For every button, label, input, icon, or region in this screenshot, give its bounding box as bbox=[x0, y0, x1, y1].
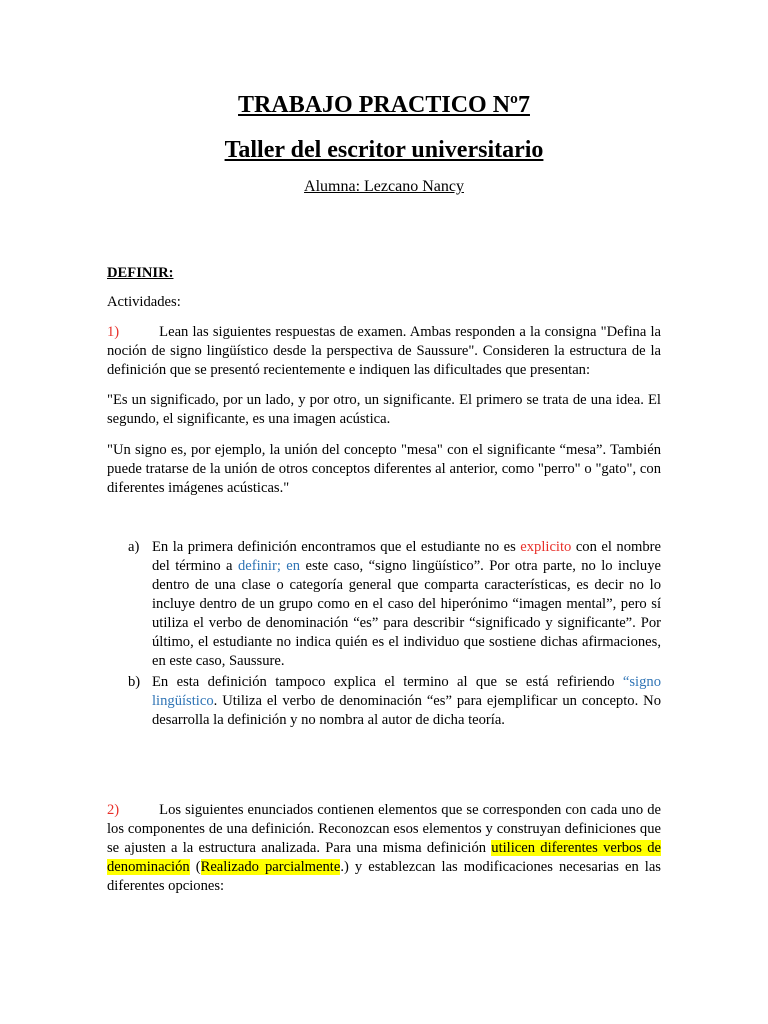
highlight-verbs: utilicen diferentes verbos de denominación bbox=[107, 840, 661, 875]
question-2-number: 2) bbox=[107, 802, 120, 818]
document-subtitle: Taller del escritor universitario bbox=[224, 137, 544, 163]
answer-a: En la primera definición encontramos que el estudiante no es explicito con el nombre del término a definir; en este caso, “signo lingüístico”. Por otra parte, no lo incluye dentro de una clase o categoría general que comparta características, es decir no lo incluye dentro de un grupo como en el caso del hiperónimo “imagen mental”, pero sí utiliza el verbo de denominación “es” para describir “significado y significante”. Por último, el estudiante no indica quién es el individuo que sostiene dichas afirmaciones, en este caso, Saussure. bbox=[152, 539, 661, 669]
exam-quote-1: "Es un significado, por un lado, y por otro, un significante. El primero se trata de una idea. El segundo, el significante, es una imagen acústica. bbox=[107, 392, 661, 427]
highlight-partial: Realizado parcialmente bbox=[200, 859, 341, 875]
section-heading: DEFINIR: bbox=[107, 265, 174, 281]
author-line: Alumna: Lezcano Nancy bbox=[304, 178, 464, 195]
question-2: 2) Los siguientes enunciados contienen elementos que se corresponden con cada uno de los componentes de una definición. Reconozcan esos elementos y construyan definiciones que se ajusten a la estructura analizada. Para una misma definición utilicen diferentes verbos de denominación (Realizado parcialmente.) y establezcan las modificaciones necesarias en las diferentes opciones: bbox=[107, 802, 661, 894]
question-1-number: 1) bbox=[107, 324, 120, 340]
question-1-text: Lean las siguientes respuestas de examen. Ambas responden a la consigna "Defina la noción de signo lingüístico desde la perspectiva de Saussure". Consideren la estructura de la definición que se presentó recientemente e indiquen las dificultades que presentan: bbox=[107, 324, 661, 378]
document-title: TRABAJO PRACTICO Nº7 bbox=[238, 92, 530, 118]
answer-b: En esta definición tampoco explica el termino al que se está refiriendo “signo lingüístico. Utiliza el verbo de denominación “es” para ejemplificar un concepto. No desarrolla la definición y no nombra al autor de dicha teoría. bbox=[152, 674, 661, 728]
answer-a-blue-word: definir; en bbox=[237, 558, 301, 574]
answer-a-marker: a) bbox=[128, 539, 140, 555]
answer-b-marker: b) bbox=[128, 674, 141, 690]
question-1 bbox=[107, 323, 661, 380]
exam-quote-2: "Un signo es, por ejemplo, la unión del concepto "mesa" con el significante “mesa”. También puede tratarse de la unión de otros conceptos diferentes al anterior, como "perro" o "gato", con diferentes imágenes acústicas." bbox=[107, 442, 661, 496]
activities-label: Actividades: bbox=[107, 294, 181, 310]
answer-b-blue-word: “signo lingüístico bbox=[152, 674, 661, 709]
answer-a-red-word: explicito bbox=[520, 539, 572, 555]
